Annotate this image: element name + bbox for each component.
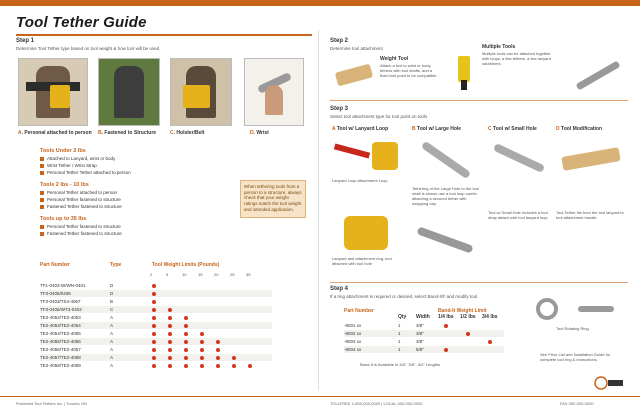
- table-row: [40, 282, 272, 289]
- band-row: [344, 338, 504, 345]
- weight-dot: [200, 340, 204, 344]
- footer-phone: TOLLFREE 1-800-000-0000 | LOCAL 000-000-0000: [330, 401, 423, 406]
- band-limit-col: 1/2 lbs: [460, 314, 476, 320]
- table-row: [40, 330, 272, 337]
- table-row: [40, 322, 272, 329]
- weight-dot: [152, 300, 156, 304]
- photo-wrench-hole: [412, 222, 478, 260]
- row-part-number: TF3-0403/TS4-4067: [40, 299, 81, 304]
- footer: [0, 396, 640, 414]
- cat-a-heading: A Tool w/ Lanyard Loop: [332, 126, 389, 132]
- group2-heading: Tools 2 lbs - 10 lbs: [40, 182, 89, 188]
- weight-dot: [216, 340, 220, 344]
- band-row-qty: 1: [398, 347, 401, 352]
- band-row-width: 3/8": [416, 323, 424, 328]
- multi-tools-heading: Multiple Tools: [482, 44, 516, 50]
- multi-tools-text: Multiple tools can be attached together with loops, a few tethers, a few lanyard carabiners.: [482, 51, 551, 66]
- weight-dot: [184, 364, 188, 368]
- weight-dot: [184, 332, 188, 336]
- weight-dot: [152, 308, 156, 312]
- band-row-qty: 1: [398, 339, 401, 344]
- band-limit-col: 3/4 lbs: [482, 314, 498, 320]
- step4-subtitle: If a ring attachment is required or desired, select Band-It® and modify tool: [330, 294, 478, 299]
- band-row-width: 5/8": [416, 347, 424, 352]
- photo-wrench: [570, 54, 626, 94]
- cat-c-heading: C Tool w/ Small Hole: [488, 126, 537, 132]
- step1-heading: Step 1: [16, 38, 35, 44]
- weight-tool-heading: Weight Tool: [380, 56, 409, 62]
- photo-tool-modification: [556, 140, 626, 180]
- caption-a: A. Personal attached to person: [18, 130, 92, 136]
- row-part-number: TE2-4055/TE2-4056: [40, 339, 81, 344]
- weight-dot: [152, 364, 156, 368]
- row-type: A: [110, 363, 114, 368]
- row-part-number: TE2-4056/TE2-4057: [40, 347, 81, 352]
- weight-dot: [168, 340, 172, 344]
- band-dot: [488, 340, 492, 344]
- weight-dot: [200, 364, 204, 368]
- row-part-number: TE2-4058/TE2-4059: [40, 363, 81, 368]
- photo-holster-tether: [170, 58, 232, 126]
- row-part-number: TF3-0405/0406: [40, 291, 71, 296]
- band-dot: [444, 324, 448, 328]
- bullet: Personal Tether attached to person: [40, 190, 117, 195]
- row-type: A: [110, 315, 114, 320]
- band-row-part: -8003 xx: [344, 339, 362, 344]
- ring-icon: [536, 298, 558, 320]
- weight-dot: [168, 332, 172, 336]
- weight-dot: [152, 316, 156, 320]
- weight-tick: 25: [230, 272, 235, 277]
- band-row-width: 3/8": [416, 331, 424, 336]
- step1-subtitle: Determine Tool Tether type based on tool weight & how tool will be used.: [16, 46, 161, 51]
- row-part-number: TE2-4054/TE2-4055: [40, 331, 81, 336]
- band-row-qty: 1: [398, 331, 401, 336]
- row-type: C: [110, 307, 114, 312]
- step3-heading: Step 3: [330, 106, 349, 112]
- photo-lanyard-tool: [338, 208, 394, 254]
- bullet: Personal Tether fastened to structure: [40, 197, 121, 202]
- table-row: [40, 354, 272, 361]
- step2-heading: Step 2: [330, 38, 349, 44]
- weight-dot: [152, 292, 156, 296]
- band-row: [344, 346, 504, 353]
- weight-dot: [232, 364, 236, 368]
- company-logo: [594, 376, 624, 390]
- band-row: [344, 322, 504, 329]
- row-part-number: TF1-0403-W/WN-0401: [40, 283, 86, 288]
- weight-dot: [248, 364, 252, 368]
- table-header-part: Part Number: [40, 262, 71, 268]
- weight-note-box: When tethering tools from a person to a structure, always check that your weight ratings match the tool weight and intended application.: [240, 180, 306, 218]
- weight-tick: 10: [182, 272, 187, 277]
- bullet: Personal Tether Tether attached to person: [40, 170, 131, 175]
- cat-a-caption: Lanyard Loop Attachment Loop: [332, 178, 388, 183]
- band-table-header-part: Part Number: [344, 308, 375, 314]
- bullet: Fastened Tether fastened to structure: [40, 231, 122, 236]
- photo-small-hole: [488, 136, 550, 182]
- weight-dot: [152, 340, 156, 344]
- step2-subtitle: Determine tool attachment: [330, 46, 383, 51]
- photo-structure-tether: [98, 58, 160, 126]
- cat-d-text: Tool Tether fits from the tool lanyard to tool attachment handle.: [556, 210, 624, 220]
- band-row-part: -8004 xx: [344, 347, 362, 352]
- caption-b: B. Fastened to Structure: [98, 130, 157, 136]
- weight-dot: [232, 356, 236, 360]
- row-part-number: TE2-4053/TE2-4054: [40, 323, 81, 328]
- weight-dot: [216, 356, 220, 360]
- footer-fax: FAX 000-000-0000: [560, 401, 594, 406]
- cat-c-text: Tool w/ Small Hole includes a tool strap attach with tool lanyard loop: [488, 210, 548, 220]
- band-row-part: -8002 xx: [344, 331, 362, 336]
- column-divider: [318, 30, 319, 390]
- row-part-number: TE2-4057/TE2-4058: [40, 355, 81, 360]
- band-table-header-qty: Qty: [398, 314, 407, 320]
- ring-text: See Price List and Installation Guide for complete tool ring & instructions.: [540, 352, 611, 362]
- step4-heading: Step 4: [330, 286, 349, 292]
- cat-d-heading: D Tool Modification: [556, 126, 603, 132]
- weight-tick: 2: [150, 272, 153, 277]
- table-row: [40, 362, 272, 369]
- table-row: [40, 290, 272, 297]
- weight-dot: [168, 316, 172, 320]
- band-dot: [444, 348, 448, 352]
- band-limit-col: 1/4 lbs: [438, 314, 454, 320]
- weight-axis: [150, 272, 265, 278]
- weight-dot: [216, 348, 220, 352]
- photo-lanyard-loop: [332, 136, 402, 176]
- row-type: A: [110, 323, 114, 328]
- table-row: [40, 338, 272, 345]
- band-row-width: 3/8": [416, 339, 424, 344]
- row-type: A: [110, 331, 114, 336]
- caption-c: C. Holster/Belt: [170, 130, 205, 136]
- weight-dot: [152, 324, 156, 328]
- ring-caption: Tool Rotating Ring: [556, 326, 589, 331]
- weight-dot: [152, 348, 156, 352]
- step3-subtitle: Select tool attachment type for tool point on tools: [330, 114, 428, 119]
- cat-a-text: Lanyard and attachment ring, tool attached with tool hole: [332, 256, 392, 266]
- photo-personal-tether: [18, 58, 88, 126]
- bullet: Personal Tether fastened to structure: [40, 224, 121, 229]
- section-rule: [330, 282, 628, 283]
- row-part-number: TE2-4052/TE2-4053: [40, 315, 81, 320]
- weight-dot: [200, 332, 204, 336]
- weight-dot: [168, 324, 172, 328]
- weight-dot: [152, 284, 156, 288]
- table-row: [40, 298, 272, 305]
- photo-large-hole: [412, 136, 478, 182]
- band-row: [344, 330, 504, 337]
- band-dot: [466, 332, 470, 336]
- section-rule: [330, 100, 628, 101]
- weight-dot: [184, 348, 188, 352]
- title-rule: [16, 34, 312, 36]
- group3-heading: Tools up to 35 lbs: [40, 216, 87, 222]
- footer-company: Protected Tool Tethers Inc. | Toronto ON: [16, 401, 87, 406]
- band-note: Band-It is Available in 3/8", 5/8", 3/4" Lengths: [360, 362, 441, 367]
- table-row: [40, 306, 272, 313]
- group1-heading: Tools Under 2 lbs: [40, 148, 86, 154]
- band-table-header-width: Width: [416, 314, 430, 320]
- weight-tick: 35: [246, 272, 251, 277]
- bullet: Wrist Tether / Wrist Strap: [40, 163, 97, 168]
- bullet: Attached to Lanyard, wrist or body: [40, 156, 115, 161]
- photo-multi-tool: [452, 50, 478, 90]
- weight-dot: [200, 348, 204, 352]
- band-table-header-limit: Band-It Weight Limit: [438, 308, 487, 314]
- weight-tool-text: Attach a tool to wrist or body, tethers with tool shafts, and a fixed tool point to be compatible.: [380, 63, 438, 78]
- photo-ring-wrench: [576, 296, 616, 322]
- table-row: [40, 346, 272, 353]
- row-part-number: TF3-0405/WT3-0402: [40, 307, 82, 312]
- bullet: Fastened Tether fastened to structure: [40, 204, 122, 209]
- weight-dot: [184, 316, 188, 320]
- weight-tick: 5: [166, 272, 169, 277]
- caption-d: D. Wrist: [250, 130, 269, 136]
- table-row: [40, 314, 272, 321]
- weight-dot: [168, 356, 172, 360]
- band-row-part: -8001 xx: [344, 323, 362, 328]
- weight-dot: [168, 308, 172, 312]
- band-row-qty: 1: [398, 323, 401, 328]
- weight-dot: [168, 364, 172, 368]
- weight-dot: [184, 356, 188, 360]
- table-header-weight: Tool Weight Limits (Pounds): [152, 262, 220, 268]
- page-title: Tool Tether Guide: [16, 14, 147, 31]
- weight-tick: 20: [214, 272, 219, 277]
- weight-dot: [152, 332, 156, 336]
- cat-b-heading: B Tool w/ Large Hole: [412, 126, 462, 132]
- row-type: A: [110, 347, 114, 352]
- weight-dot: [168, 348, 172, 352]
- weight-dot: [200, 356, 204, 360]
- row-type: A: [110, 339, 114, 344]
- photo-wrist-tether: [244, 58, 304, 126]
- weight-dot: [184, 324, 188, 328]
- row-type: B: [110, 299, 114, 304]
- row-type: D: [110, 283, 114, 288]
- row-type: D: [110, 291, 114, 296]
- weight-dot: [184, 340, 188, 344]
- weight-dot: [152, 356, 156, 360]
- cat-b-text: Tethering of the Large Hole to the tool shaft is shown use a tool loop carrier attaching a secured tether with wrapping cap.: [412, 186, 479, 206]
- top-accent-bar: [0, 0, 640, 6]
- table-header-type: Type: [110, 262, 122, 268]
- weight-dot: [216, 364, 220, 368]
- weight-tick: 15: [198, 272, 203, 277]
- row-type: A: [110, 355, 114, 360]
- photo-weight-tool: [332, 56, 374, 92]
